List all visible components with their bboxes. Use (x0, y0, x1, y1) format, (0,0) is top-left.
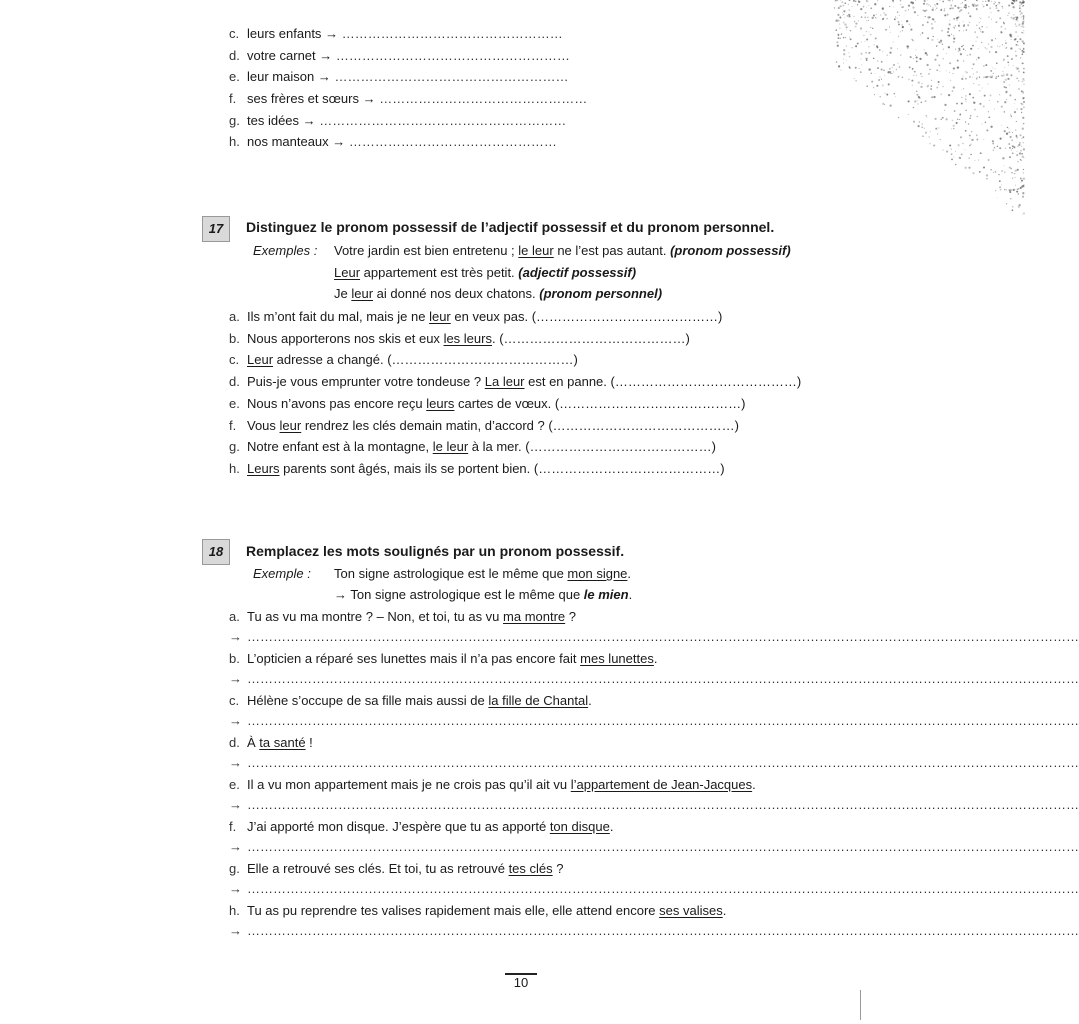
item-underlined: Leurs (247, 460, 280, 476)
example-pre: Votre jardin est bien entretenu ; (334, 243, 519, 258)
item-underlined: ton disque (549, 819, 610, 834)
answer-line (229, 713, 1079, 728)
item-text: leurs enfants (247, 26, 322, 41)
item-post: . (752, 777, 756, 792)
item-pre: Elle a retrouvé ses clés. Et toi, tu as retrouvé (247, 861, 509, 876)
previous-item-row (229, 26, 563, 42)
item-post: . (……………………………………) (491, 330, 690, 346)
exercise-18-item (229, 693, 592, 709)
item-post: en veux pas. (……………………………………) (450, 309, 723, 324)
item-label: g. (229, 861, 240, 876)
arrow-icon: → (229, 797, 242, 812)
item-label: f. (229, 91, 237, 106)
item-label: f. (229, 417, 237, 433)
arrow-icon: → (229, 839, 242, 854)
item-post: . (722, 903, 727, 918)
answer-line (229, 797, 1079, 812)
answer-line (229, 881, 1079, 896)
example-underlined: Leur (334, 265, 361, 280)
item-label: d. (229, 735, 240, 750)
item-underlined: mes lunettes (580, 651, 654, 666)
exercise-18-example-sentence: Ton signe astrologique est le même que mon signe. (334, 566, 632, 581)
item-label: e. (229, 777, 240, 792)
item-underlined: la fille de Chantal (488, 693, 589, 708)
answer-dots: ………………………………………………………………………………………………………………………………………………………………………… (247, 923, 1079, 938)
arrow-icon: → (229, 923, 242, 938)
answer-dots: ………………………………………… (348, 134, 557, 149)
arrow-icon: → (362, 91, 376, 106)
example-tag: (adjectif possessif) (518, 265, 637, 280)
exercise-17-item (229, 439, 716, 455)
item-label: d. (229, 374, 240, 390)
item-underlined: ma montre (503, 609, 566, 624)
exercise-18-item (229, 735, 313, 751)
item-label: c. (229, 693, 240, 708)
item-label: g. (229, 439, 240, 455)
item-pre: Nous n’avons pas encore reçu (247, 395, 427, 411)
example-line (334, 286, 662, 302)
answer-dots: ………………………………………………………………………………………………………………………………………………………………………… (247, 755, 1079, 770)
item-underlined: ta santé (259, 735, 306, 750)
arrow-icon: → (302, 113, 316, 128)
exercise-18-item (229, 819, 613, 835)
item-pre: Tu as pu reprendre tes valises rapidement mais elle, elle attend encore (247, 903, 660, 918)
answer-dots: ………………………………………… (379, 91, 588, 106)
item-underlined: tes clés (508, 861, 553, 876)
item-label: e. (229, 395, 240, 411)
item-pre: L’opticien a réparé ses lunettes mais il n’a pas encore fait (247, 651, 581, 666)
item-underlined: Leur (247, 352, 274, 368)
answer-dots: ………………………………………………………………………………………………………………………………………………………………………… (247, 629, 1079, 644)
exercise-17-item (229, 352, 578, 368)
item-label: h. (229, 903, 240, 918)
answer-dots: ………………………………………………………………………………………………………………………………………………………………………… (247, 713, 1079, 728)
exercise-18-example-label: Exemple : (253, 566, 311, 581)
item-underlined: La leur (484, 374, 525, 390)
item-label: d. (229, 48, 240, 63)
exercise-18-item (229, 609, 576, 625)
item-label: h. (229, 134, 240, 149)
answer-line (229, 839, 1079, 854)
example-post: appartement est très petit. (360, 265, 519, 280)
item-pre: Ils m’ont fait du mal, mais je ne (247, 309, 430, 324)
item-label: b. (229, 651, 240, 666)
answer-dots: ……………………………………………… (334, 69, 569, 84)
item-text: nos manteaux (247, 134, 329, 149)
exercise-17-item (229, 309, 722, 325)
exercise-18-title: Remplacez les mots soulignés par un pronom possessif. (246, 543, 625, 559)
exercise-18-item (229, 777, 756, 793)
item-label: b. (229, 330, 240, 346)
example-post: ai donné nos deux chatons. (373, 286, 540, 301)
item-underlined: l’appartement de Jean-Jacques (570, 777, 753, 792)
arrow-icon: → (317, 69, 331, 84)
item-post: ? (552, 861, 564, 876)
item-post: . (588, 693, 592, 708)
answer-dots: ………………………………………………… (319, 113, 567, 128)
item-underlined: ses valises (659, 903, 723, 918)
item-label: f. (229, 819, 237, 834)
page-number: 10 (513, 975, 529, 990)
item-underlined: leur (279, 417, 302, 433)
item-pre: J’ai apporté mon disque. J’espère que tu as apporté (247, 819, 550, 834)
item-label: a. (229, 609, 240, 624)
item-underlined: le leur (432, 439, 469, 455)
exercise-18-item (229, 903, 726, 919)
arrow-icon: → (319, 48, 333, 63)
arrow-icon: → (229, 881, 242, 896)
item-post: parents sont âgés, mais ils se portent bien. (……………………………………) (279, 460, 725, 476)
previous-item-row (229, 91, 587, 107)
item-underlined: leurs (426, 395, 455, 411)
item-label: e. (229, 69, 240, 84)
example-tag: (pronom possessif) (670, 243, 791, 258)
exercise-17-item (229, 418, 739, 434)
previous-item-row (229, 134, 557, 150)
arrow-icon: → (325, 26, 339, 41)
answer-line (229, 629, 1079, 644)
example-underlined: le leur (518, 243, 554, 258)
item-label: c. (229, 26, 240, 41)
answer-dots: ……………………………………………… (335, 48, 570, 63)
answer-line (229, 671, 1079, 686)
exercise-18-example-answer: → Ton signe astrologique est le même que le mien. (334, 587, 633, 602)
exercise-18-number-box: 18 (202, 539, 230, 565)
item-post: rendrez les clés demain matin, d’accord ? (……………………………………) (301, 417, 739, 433)
example-pre: Je (334, 286, 352, 301)
item-pre: Hélène s’occupe de sa fille mais aussi de (247, 693, 489, 708)
item-text: ses frères et sœurs (247, 91, 359, 106)
example-post: ne l’est pas autant. (553, 243, 671, 258)
example-tag: (pronom personnel) (539, 286, 663, 301)
answer-dots: ………………………………………………………………………………………………………………………………………………………………………… (247, 797, 1079, 812)
exercise-17-item (229, 396, 745, 412)
answer-dots: ………………………………………………………………………………………………………………………………………………………………………… (247, 671, 1079, 686)
item-label: a. (229, 309, 240, 324)
answer-dots: …………………………………………… (341, 26, 563, 41)
item-pre: À (247, 735, 260, 750)
arrow-icon: → (229, 629, 242, 644)
item-underlined: les leurs (443, 330, 492, 346)
answer-dots: ………………………………………………………………………………………………………………………………………………………………………… (247, 839, 1079, 854)
item-label: g. (229, 113, 240, 128)
exercise-17-number-box: 17 (202, 216, 230, 242)
arrow-icon: → (229, 671, 242, 686)
previous-item-row (229, 48, 570, 64)
item-pre: Vous (247, 417, 280, 433)
item-label: h. (229, 460, 240, 476)
previous-item-row (229, 69, 568, 85)
exercise-18-item (229, 651, 657, 667)
item-text: leur maison (247, 69, 315, 84)
item-post: ? (565, 609, 577, 624)
exercise-17-title: Distinguez le pronom possessif de l’adjectif possessif et du pronom personnel. (246, 219, 775, 235)
arrow-icon: → (229, 713, 242, 728)
answer-line (229, 755, 1079, 770)
item-text: votre carnet (247, 48, 316, 63)
item-post: ! (305, 735, 313, 750)
item-pre: Nous apporterons nos skis et eux (247, 330, 444, 346)
arrow-icon: → (229, 755, 242, 770)
item-post: cartes de vœux. (……………………………………) (454, 395, 746, 411)
item-pre: Notre enfant est à la montagne, (247, 439, 433, 455)
item-post: est en panne. (……………………………………) (524, 374, 802, 390)
previous-item-row (229, 113, 566, 129)
example-underlined: leur (351, 286, 374, 301)
item-pre: Tu as vu ma montre ? – Non, et toi, tu as vu (247, 609, 504, 624)
item-pre: Puis-je vous emprunter votre tondeuse ? (247, 374, 485, 390)
example-line (334, 265, 636, 281)
item-post: à la mer. (……………………………………) (468, 439, 716, 455)
exercise-17-item (229, 331, 690, 347)
arrow-icon: → (332, 134, 346, 149)
exercise-17-item (229, 461, 725, 477)
example-line (334, 243, 791, 259)
print-speckle-decoration (834, 0, 1024, 220)
exercise-17-item (229, 374, 801, 390)
item-pre: Il a vu mon appartement mais je ne crois pas qu’il ait vu (247, 777, 571, 792)
item-underlined: leur (429, 309, 451, 324)
item-post: . (653, 651, 658, 666)
exercise-18-item (229, 861, 563, 877)
exercise-17-example-label: Exemples : (253, 243, 318, 258)
answer-line (229, 923, 1079, 938)
item-post: . (609, 819, 614, 834)
item-post: adresse a changé. (……………………………………) (273, 352, 578, 368)
item-label: c. (229, 352, 240, 368)
answer-dots: ………………………………………………………………………………………………………………………………………………………………………… (247, 881, 1079, 896)
page-edge-mark (860, 990, 861, 1020)
item-text: tes idées (247, 113, 300, 128)
